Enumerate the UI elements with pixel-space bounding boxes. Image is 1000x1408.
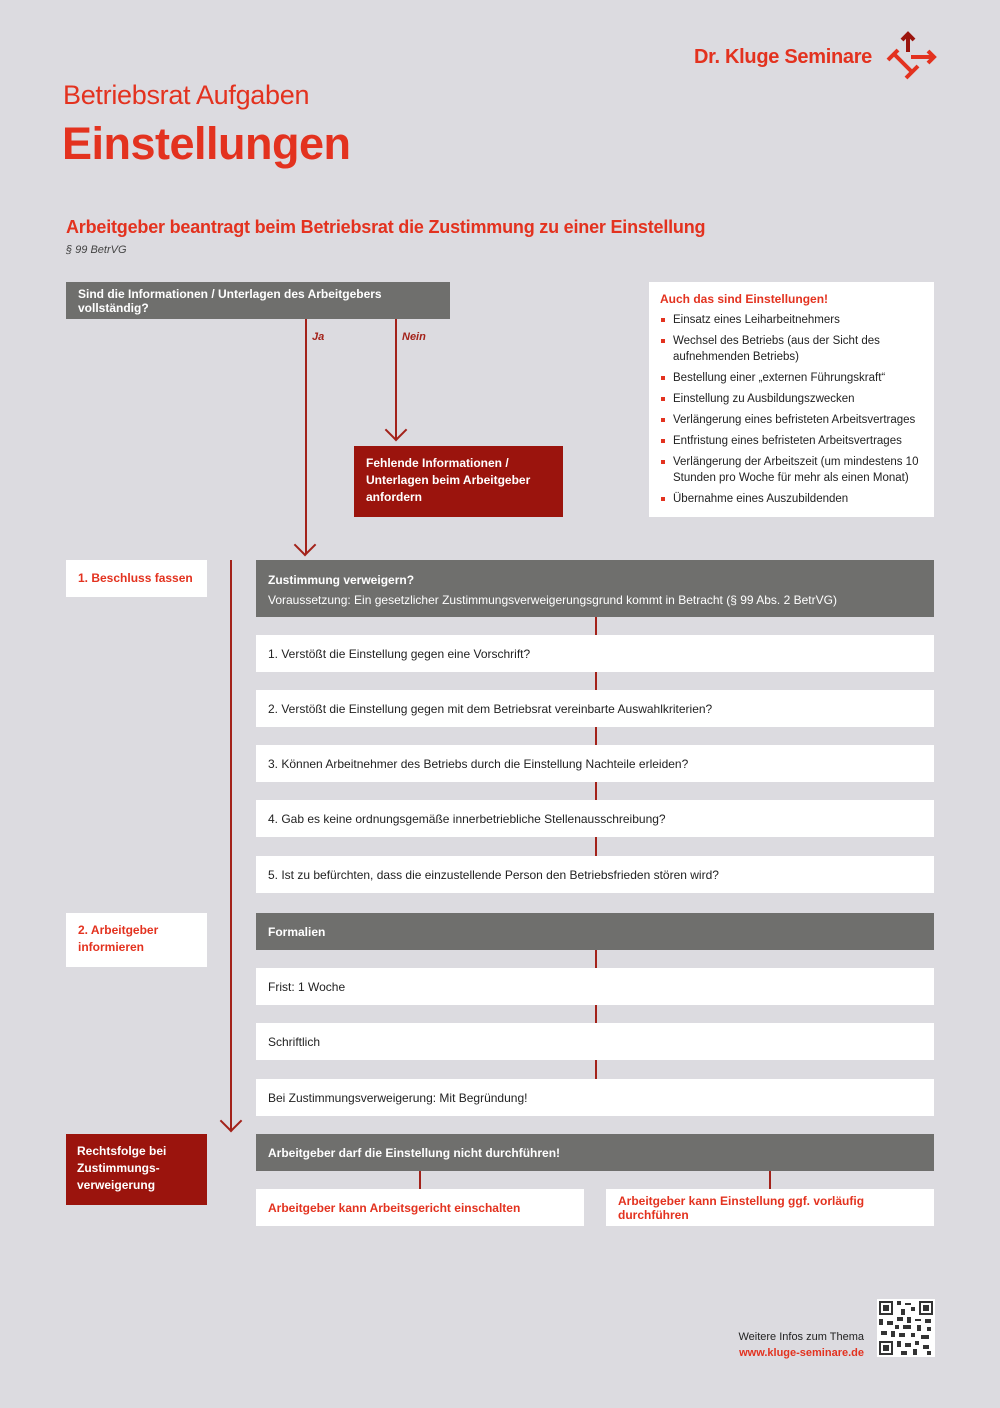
step2-header: [256, 913, 934, 950]
info-box-title: Auch das sind Einstellungen!: [660, 292, 829, 306]
no-arrow-icon: [385, 419, 408, 442]
step3-option-court: Arbeitgeber kann Arbeitsgericht einschalten: [256, 1189, 584, 1226]
bullet-icon: [661, 497, 665, 501]
step3-connector-right: [769, 1171, 771, 1189]
yes-line: [305, 319, 307, 554]
qr-code-icon[interactable]: [877, 1299, 935, 1357]
step2-header-title: Formalien: [268, 924, 326, 939]
info-list-item: Entfristung eines befristeten Arbeitsvertrages: [660, 433, 923, 449]
timeline-arrow-icon: [220, 1110, 243, 1133]
bullet-icon: [661, 439, 665, 443]
info-list-item: Verlängerung der Arbeitszeit (um mindestens 10 Stunden pro Woche für mehr als einen Monat): [660, 454, 923, 486]
step2-item: Frist: 1 Woche: [256, 968, 934, 1005]
step3-label-box: [66, 1134, 207, 1205]
step2-item: Bei Zustimmungsverweigerung: Mit Begründung!: [256, 1079, 934, 1116]
info-list: [660, 312, 923, 507]
arrows-logo-icon: [884, 30, 938, 82]
step3-option-provisional: Arbeitgeber kann Einstellung ggf. vorläufig durchführen: [606, 1189, 934, 1226]
step1-label: 1. Beschluss fassen: [78, 571, 193, 585]
no-outcome-text: Fehlende Informationen / Unterlagen beim Arbeitgeber anfordern: [366, 456, 531, 504]
intro-paragraph: § 99 BetrVG: [66, 244, 127, 256]
info-list-item: Übernahme eines Auszubildenden: [660, 491, 923, 507]
step2-item: Schriftlich: [256, 1023, 934, 1060]
info-list-item: Bestellung einer „externen Führungskraft“: [660, 370, 923, 386]
step1-header-sub: Voraussetzung: Ein gesetzlicher Zustimmungsverweigerungsgrund kommt in Betracht (§ 99 Abs. 2 BetrVG): [268, 593, 837, 607]
yes-arrow-icon: [294, 534, 317, 557]
step1-item: 5. Ist zu befürchten, dass die einzustellende Person den Betriebsfrieden stören wird?: [256, 856, 934, 893]
step3-header: [256, 1134, 934, 1171]
info-list-item: Wechsel des Betriebs (aus der Sicht des aufnehmenden Betriebs): [660, 333, 923, 365]
step2-label-box: [66, 913, 207, 967]
footer-link[interactable]: www.kluge-seminare.de: [739, 1347, 864, 1359]
yes-label: Ja: [312, 331, 325, 343]
bullet-icon: [661, 397, 665, 401]
question-text: Sind die Informationen / Unterlagen des Arbeitgebers vollständig?: [78, 286, 382, 315]
step1-item: 2. Verstößt die Einstellung gegen mit dem Betriebsrat vereinbarte Auswahlkriterien?: [256, 690, 934, 727]
page-subtitle: Betriebsrat Aufgaben: [63, 80, 310, 110]
info-list-item: Verlängerung eines befristeten Arbeitsvertrages: [660, 412, 923, 428]
step1-item: 4. Gab es keine ordnungsgemäße innerbetriebliche Stellenausschreibung?: [256, 800, 934, 837]
step1-header: [256, 560, 934, 617]
info-box: [649, 282, 934, 517]
timeline-line: [230, 560, 232, 1130]
no-outcome-box: [354, 446, 563, 517]
bullet-icon: [661, 460, 665, 464]
bullet-icon: [661, 418, 665, 422]
step1-header-title: Zustimmung verweigern?: [268, 573, 415, 587]
footer: [738, 1329, 864, 1361]
footer-text: Weitere Infos zum Thema: [738, 1331, 864, 1343]
bullet-icon: [661, 376, 665, 380]
no-label: Nein: [402, 331, 426, 343]
step1-label-box: [66, 560, 207, 597]
step2-label: 2. Arbeitgeber informieren: [78, 923, 159, 954]
question-box: [66, 282, 450, 319]
bullet-icon: [661, 318, 665, 322]
info-list-item: Einsatz eines Leiharbeitnehmers: [660, 312, 923, 328]
bullet-icon: [661, 339, 665, 343]
step3-connector-left: [419, 1171, 421, 1189]
step3-header-title: Arbeitgeber darf die Einstellung nicht durchführen!: [268, 1145, 561, 1160]
intro-heading: Arbeitgeber beantragt beim Betriebsrat die Zustimmung zu einer Einstellung: [66, 217, 706, 237]
brand-name: Dr. Kluge Seminare: [694, 46, 872, 68]
page-title: Einstellungen: [62, 118, 351, 169]
step1-item: 3. Können Arbeitnehmer des Betriebs durch die Einstellung Nachteile erleiden?: [256, 745, 934, 782]
step3-label: Rechtsfolge bei Zustimmungs-verweigerung: [77, 1144, 167, 1192]
info-list-item: Einstellung zu Ausbildungszwecken: [660, 391, 923, 407]
step1-item: 1. Verstößt die Einstellung gegen eine Vorschrift?: [256, 635, 934, 672]
